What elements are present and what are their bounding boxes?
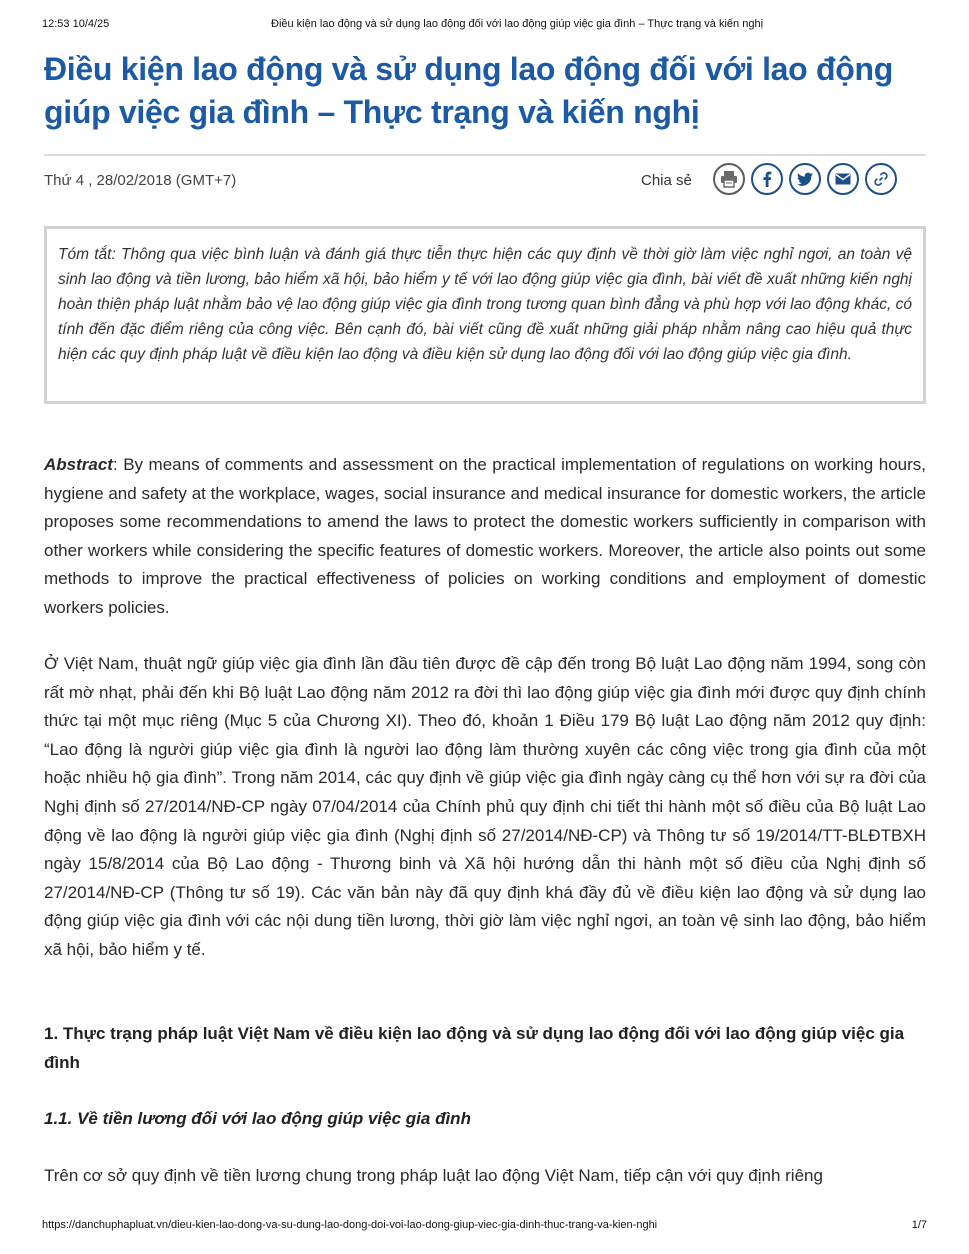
print-icon[interactable]: [713, 163, 745, 195]
facebook-icon[interactable]: [751, 163, 783, 195]
next-paragraph: Trên cơ sở quy định về tiền lương chung trong pháp luật lao động Việt Nam, tiếp cận với quy định riêng: [44, 1166, 823, 1185]
summary-text: Tóm tắt: Thông qua việc bình luận và đánh giá thực tiễn thực hiện các quy định về thời giờ làm việc nghỉ ngơi, an toàn vệ sinh lao động và tiền lương, bảo hiểm xã hội, bảo hiểm y tế với lao động giúp việc gia đình, bài viết đề xuất những kiến nghị hoàn thiện pháp luật nhằm bảo vệ lao động giúp việc gia đình trong tương quan bình đẳng và phù hợp với lao động khác, có tính đến đặc điểm riêng của công việc. Bên cạnh đó, bài viết cũng đề xuất những giải pháp nhằm nâng cao hiệu quả thực hiện các quy định pháp luật về điều kiện lao động và điều kiện sử dụng lao động đối với lao động giúp việc gia đình.: [58, 246, 912, 363]
print-footer: [42, 1219, 927, 1233]
section-heading: 1. Thực trạng pháp luật Việt Nam về điều kiện lao động và sử dụng lao động đối với lao động giúp việc gia đình: [44, 1024, 905, 1072]
share-label: Chia sẻ: [641, 172, 692, 189]
abstract-paragraph: [44, 451, 926, 623]
print-timestamp: 12:53 10/4/25: [42, 18, 110, 30]
share-icons: [713, 163, 897, 195]
abstract-text: : By means of comments and assessment on the practical implementation of regulations on working hours, hygiene and safety at the workplace, wages, social insurance and medical insurance for domestic workers, the article proposes some recommendations to amend the laws to protect the domestic workers sufficiently in comparison with other workers while considering the specific features of domestic workers. Moreover, the article also points out some methods to improve the practical effectiveness of policies on working conditions and employment of domestic workers policies.: [44, 455, 926, 617]
print-url: https://danchuphapluat.vn/dieu-kien-lao-dong-va-su-dung-lao-dong-doi-voi-lao-dong-giup-viec-gia-dinh-thuc-trang-va-kien-nghi: [42, 1219, 658, 1231]
email-icon[interactable]: [827, 163, 859, 195]
summary-box: [44, 226, 926, 404]
twitter-icon[interactable]: [789, 163, 821, 195]
intro-paragraph: Ở Việt Nam, thuật ngữ giúp việc gia đình lần đầu tiên được đề cập đến trong Bộ luật Lao động năm 1994, song còn rất mờ nhạt, phải đến khi Bộ luật Lao động năm 2012 ra đời thì lao động giúp việc gia đình mới được quy định chính thức tại một mục riêng (Mục 5 của Chương XI). Theo đó, khoản 1 Điều 179 Bộ luật Lao động năm 2012 quy định: “Lao động là người giúp việc gia đình là người lao động làm thường xuyên các công việc trong gia đình của một hoặc nhiều hộ gia đình”. Trong năm 2014, các quy định về giúp việc gia đình ngày càng cụ thể hơn với sự ra đời của Nghị định số 27/2014/NĐ-CP ngày 07/04/2014 của Chính phủ quy định chi tiết thi hành một số điều của Bộ luật Lao động về lao động là người giúp việc gia đình (Nghị định số 27/2014/NĐ-CP) và Thông tư số 19/2014/TT-BLĐTBXH ngày 15/8/2014 của Bộ Lao động - Thương binh và Xã hội hướng dẫn thi hành một số điều của Nghị định số 27/2014/NĐ-CP (Thông tư số 19). Các văn bản này đã quy định khá đầy đủ về điều kiện lao động và sử dụng lao động giúp việc gia đình với các nội dung tiền lương, thời giờ làm việc nghỉ ngơi, an toàn vệ sinh lao động, bảo hiểm xã hội, bảo hiểm y tế.: [44, 654, 926, 959]
abstract-label: Abstract: [44, 455, 113, 474]
subsection-heading: 1.1. Về tiền lương đối với lao động giúp việc gia đình: [44, 1109, 471, 1128]
article-title: Điều kiện lao động và sử dụng lao động đối với lao động giúp việc gia đình – Thực trạng và kiến nghị: [44, 51, 894, 130]
print-page-title: Điều kiện lao động và sử dụng lao động đối với lao động giúp việc gia đình – Thực trạng và kiến nghị: [271, 18, 764, 30]
print-header: [42, 18, 927, 32]
page-number: 1/7: [911, 1219, 927, 1231]
article-date: Thứ 4 , 28/02/2018 (GMT+7): [44, 172, 237, 189]
meta-divider: [44, 154, 926, 156]
link-icon[interactable]: [865, 163, 897, 195]
